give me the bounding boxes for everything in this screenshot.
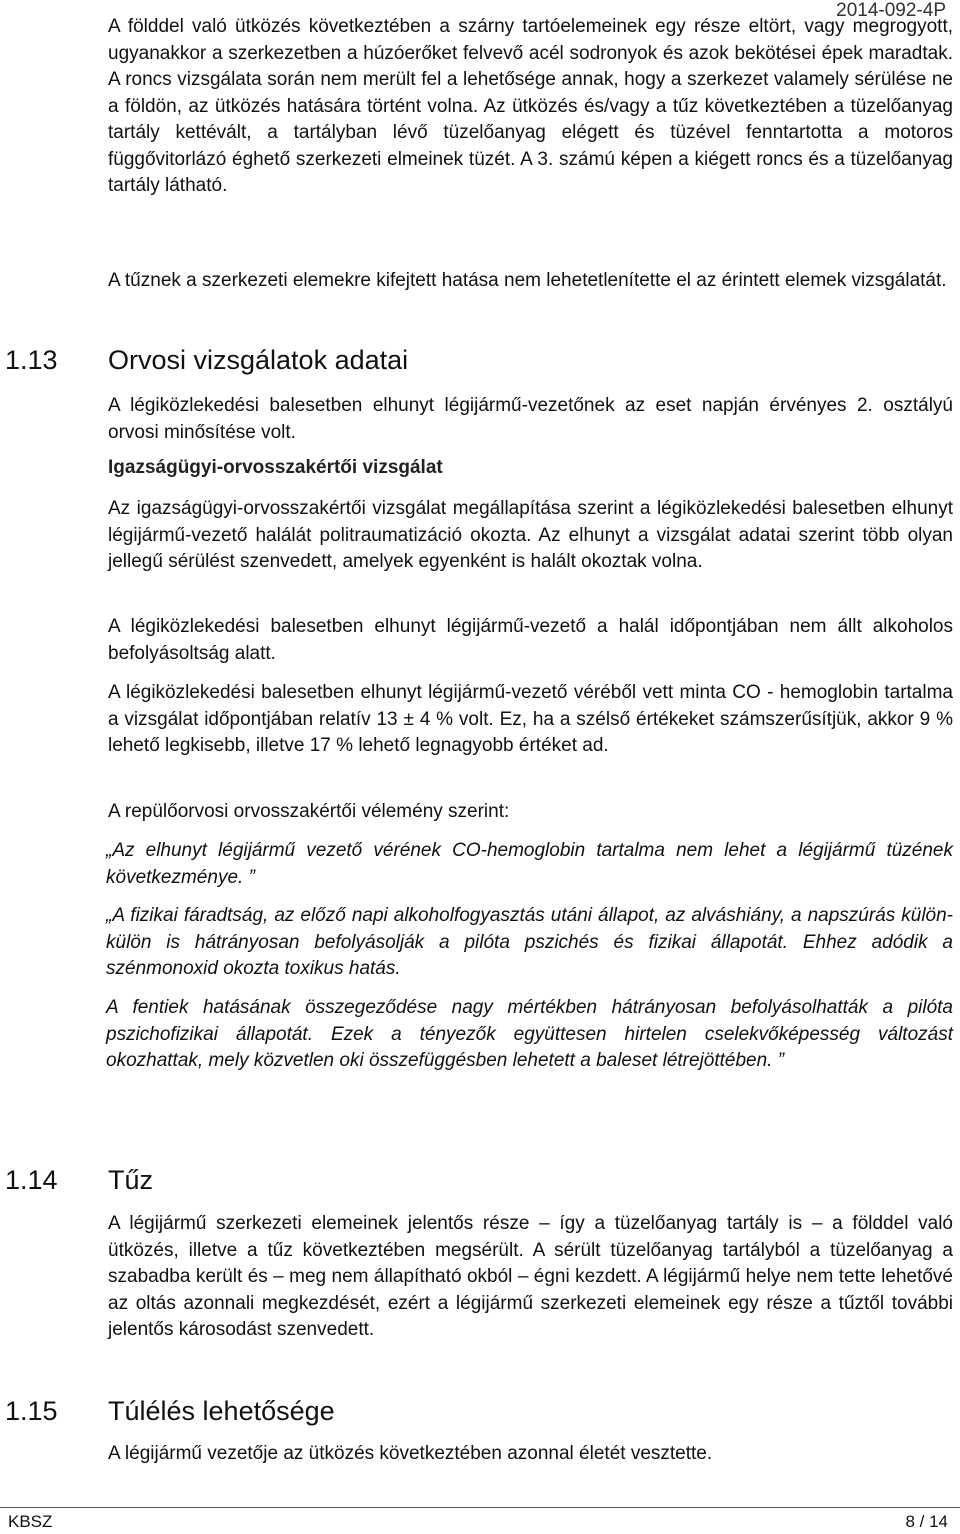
- section-number: 1.15: [5, 1396, 58, 1426]
- paragraph-survival: A légijármű vezetője az ütközés következtében azonnal életét vesztette.: [108, 1443, 713, 1464]
- paragraph-alcohol: A légiközlekedési balesetben elhunyt légijármű-vezető a halál időpontjában nem állt alkoholos befolyásoltság alatt.: [108, 616, 953, 664]
- paragraph-co-hemoglobin: A légiközlekedési balesetben elhunyt légijármű-vezető véréből vett minta CO - hemoglobin tartalma a vizsgálat időpontjában relatív 13 ± 4 % volt. Ez, ha a szélső értékeket számszerűsítjük, akkor 9 % lehető legkisebb, illetve 17 % lehető legnagyobb értéket ad.: [108, 682, 953, 756]
- section-title: Tűz: [108, 1165, 154, 1195]
- paragraph-fire-effect: A tűznek a szerkezeti elemekre kifejtett hatása nem lehetetlenítette el az érintett elemek vizsgálatát.: [108, 270, 947, 291]
- quote-fatigue: „A fizikai fáradtság, az előző napi alkoholfogyasztás utáni állapot, az alváshiány, a napszúrás külön-külön is hátrányosan befolyásolják a pilóta pszichés és fizikai állapotát. Ehhez adódik a szénmonoxid okozta toxikus hatás.: [106, 905, 953, 979]
- paragraph-forensic-result: Az igazságügyi-orvosszakértői vizsgálat megállapítása szerint a légiközlekedési balesetben elhunyt légijármű-vezető halálát politraumatizáció okozta. Az elhunyt a vizsgálat adatai szerint több olyan jellegű sérülést szenvedett, amelyek egyenként is halált okoztak volna.: [108, 498, 953, 572]
- footer-divider: [0, 1507, 960, 1508]
- subheading-forensic: Igazságügyi-orvosszakértői vizsgálat: [108, 457, 443, 478]
- quote-co: „Az elhunyt légijármű vezető vérének CO-hemoglobin tartalma nem lehet a légijármű tüzének következménye. ”: [106, 840, 953, 888]
- section-number: 1.13: [5, 345, 58, 375]
- section-title: Orvosi vizsgálatok adatai: [108, 345, 409, 375]
- section-title: Túlélés lehetősége: [108, 1396, 335, 1426]
- footer-org: KBSZ: [8, 1512, 53, 1531]
- section-number: 1.14: [5, 1165, 58, 1195]
- paragraph-medical-cert: A légiközlekedési balesetben elhunyt légijármű-vezetőnek az eset napján érvényes 2. osztályú orvosi minősítése volt.: [108, 395, 953, 443]
- paragraph-aviation-medical: A repülőorvosi orvosszakértői vélemény szerint:: [108, 801, 510, 822]
- document-id: 2014-092-4P: [836, 0, 946, 21]
- paragraph-wreck: A földdel való ütközés következtében a szárny tartóelemeinek egy része eltört, vagy megrogyott, ugyanakkor a szerkezetben a húzóerőket felvevő acél sodronyok és azok bekötései épek maradtak. A roncs vizsgálata során nem merült fel a lehetősége annak, hogy a szerkezet valamely sérülése ne a földön, az ütközés hatására történt volna. Az ütközés és/vagy a tűz következtében a tüzelőanyag tartály kettévált, a tartályban lévő tüzelőanyag elégett és tüzével fenntartotta a motoros függővitorlázó éghető szerkezeti elmeinek tüzét. A 3. számú képen a kiégett roncs és a tüzelőanyag tartály látható.: [108, 16, 953, 196]
- quote-summary: A fentiek hatásának összegeződése nagy mértékben hátrányosan befolyásolhatták a pilóta pszichofizikai állapotát. Ezek a tényezők együttesen hirtelen cselekvőképesség változást okozhattak, mely közvetlen oki összefüggésben lehetett a baleset létrejöttében. ”: [106, 997, 953, 1071]
- page-number: 8 / 14: [905, 1512, 948, 1531]
- paragraph-fire: A légijármű szerkezeti elemeinek jelentős része – így a tüzelőanyag tartály is – a földdel való ütközés, illetve a tűz következtében megsérült. A sérült tüzelőanyag tartályból a tüzelőanyag a szabadba került és – meg nem állapítható okból – égni kezdett. A légijármű helye nem tette lehetővé az oltás azonnali megkezdését, ezért a légijármű szerkezeti elemeinek egy része a tűztől további jelentős károsodást szenvedett.: [108, 1213, 953, 1340]
